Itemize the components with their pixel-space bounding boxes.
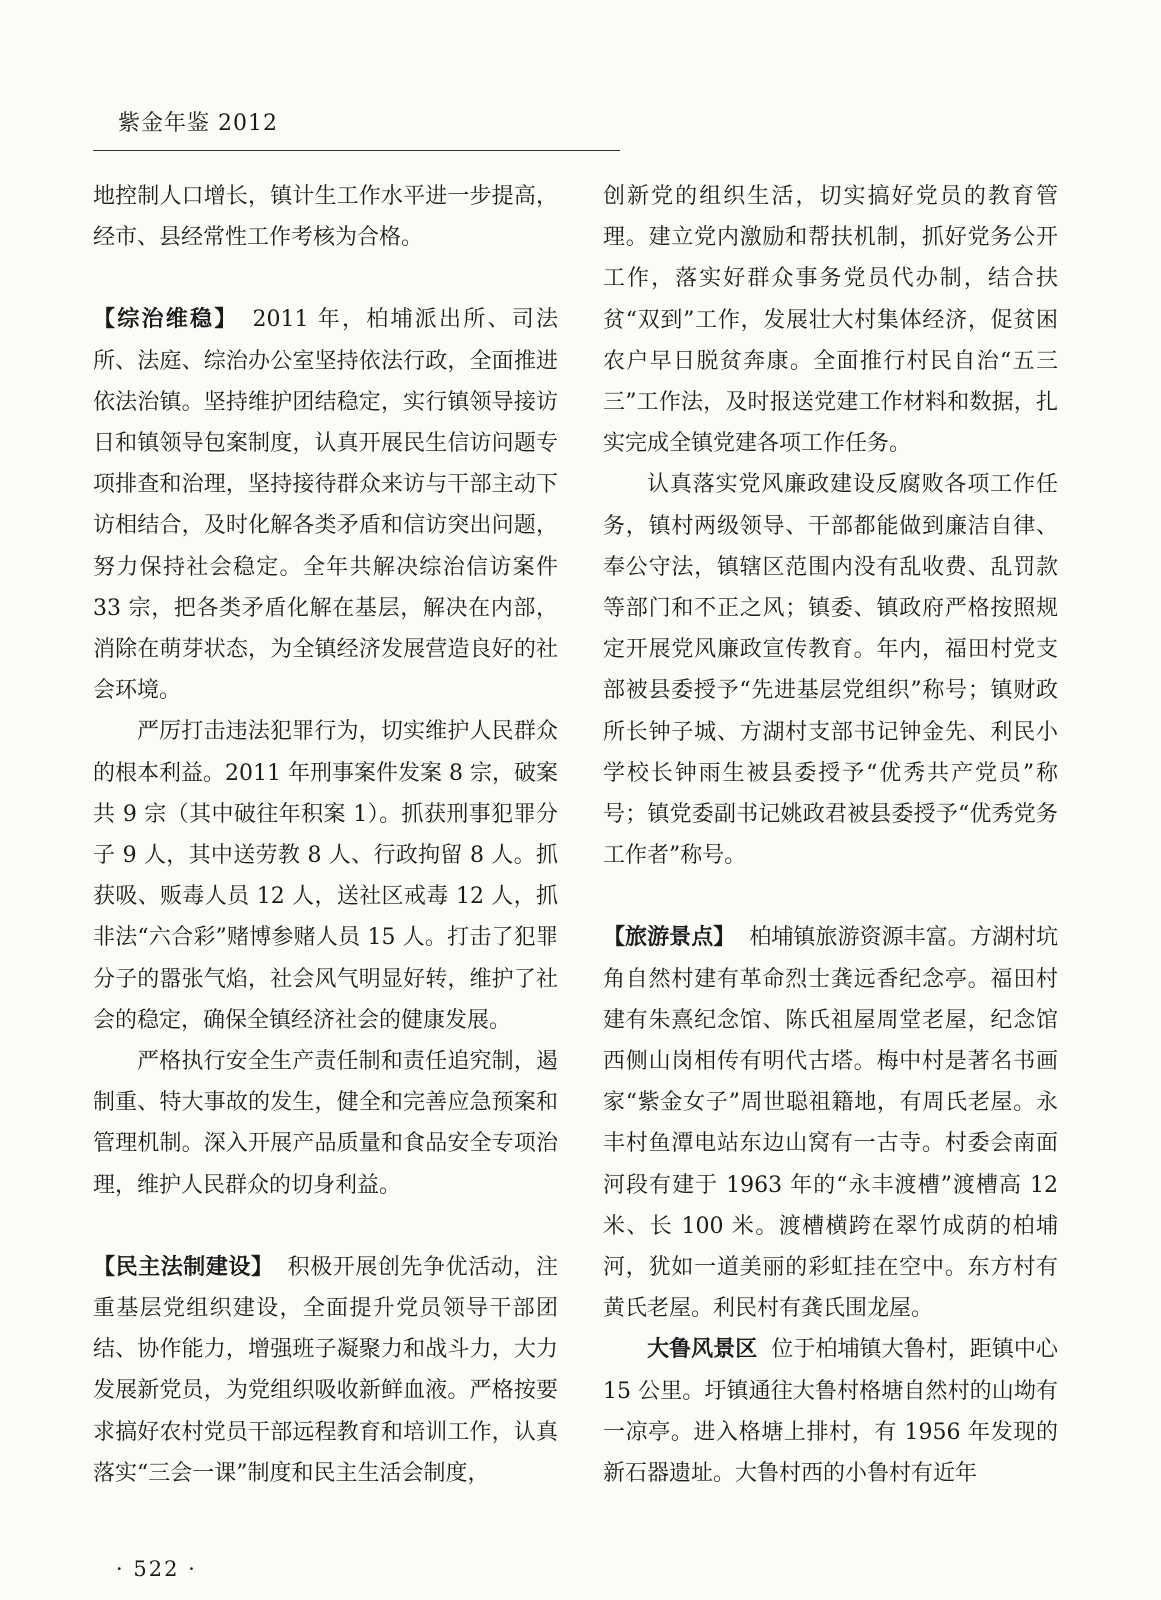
header-rule	[93, 150, 620, 151]
right-column	[603, 176, 1058, 1494]
paragraph: 2011 年，柏埔派出所、司法所、法庭、综治办公室坚持依法行政，全面推进依法治镇。坚持维护团结稳定，实行镇领导接访日和镇领导包案制度，认真开展民生信访问题专项排查和治理，坚持接待群众来访与干部主动下访相结合，及时化解各类矛盾和信访突出问题，努力保持社会稳定。全年共解决综治信访案件 33 宗，把各类矛盾化解在基层，解决在内部，消除在萌芽状态，为全镇经济发展营造良好的社会环境。	[93, 307, 558, 704]
paragraph: 积极开展创先争优活动，注重基层党组织建设，全面提升党员领导干部团结、协作能力，增强班子凝聚力和战斗力，大力发展新党员，为党组织吸收新鲜血液。严格按要求搞好农村党员干部远程教育和培训工作，认真落实“三会一课”制度和民主生活会制度，	[93, 1254, 558, 1486]
paragraph: 位于柏埔镇大鲁村，距镇中心 15 公里。圩镇通往大鲁村格塘自然村的山坳有一凉亭。进入格塘上排村，有 1956 年发现的新石器遗址。大鲁村西的小鲁村有近年	[603, 1337, 1058, 1487]
paragraph: 柏埔镇旅游资源丰富。方湖村坑角自然村建有革命烈士龚远香纪念亭。福田村建有朱熹纪念馆、陈氏祖屋周堂老屋，纪念馆西侧山岗相传有明代古塔。梅中村是著名书画家“紫金女子”周世聪祖籍地，有周氏老屋。永丰村鱼潭电站东边山窝有一古寺。村委会南面河段有建于 1963 年的“永丰渡槽”渡槽高 12 米、长 100 米。渡槽横跨在翠竹成荫的柏埔河，犹如一道美丽的彩虹挂在空中。东方村有黄氏老屋。利民村有龚氏围龙屋。	[603, 925, 1058, 1322]
section-title: 【旅游景点】	[603, 925, 736, 951]
left-column	[93, 176, 558, 1494]
continuation-paragraph: 创新党的组织生活，切实搞好党员的教育管理。建立党内激励和帮扶机制，抓好党务公开工作，落实好群众事务党员代办制，结合扶贫“双到”工作，发展壮大村集体经济，促贫困农户早日脱贫奔康。全面推行村民自治“五三三”工作法，及时报送党建工作材料和数据，扎实完成全镇党建各项工作任务。	[603, 184, 1058, 457]
paragraph: 认真落实党风廉政建设反腐败各项工作任务，镇村两级领导、干部都能做到廉洁自律、奉公守法，镇辖区范围内没有乱收费、乱罚款等部门和不正之风；镇委、镇政府严格按照规定开展党风廉政宣传教育。年内，福田村党支部被县委授予“先进基层党组织”称号；镇财政所长钟子城、方湖村支部书记钟金先、利民小学校长钟雨生被县委授予“优秀共产党员”称号；镇党委副书记姚政君被县委授予“优秀党务工作者”称号。	[603, 472, 1058, 869]
paragraph: 严厉打击违法犯罪行为，切实维护人民群众的根本利益。2011 年刑事案件发案 8 宗，破案共 9 宗（其中破往年积案 1）。抓获刑事犯罪分子 9 人，其中送劳教 8 人、行政拘留 8 人。抓获吸、贩毒人员 12 人，送社区戒毒 12 人，抓非法“六合彩”赌博参赌人员 15 人。打击了犯罪分子的嚣张气焰，社会风气明显好转，维护了社会的稳定，确保全镇经济社会的健康发展。	[93, 719, 558, 1033]
paragraph: 严格执行安全生产责任制和责任追究制，遏制重、特大事故的发生，健全和完善应急预案和管理机制。深入开展产品质量和食品安全专项治理，维护人民群众的切身利益。	[93, 1049, 558, 1198]
scenic-paragraph	[603, 1329, 1058, 1494]
page-number: · 522 ·	[116, 1557, 197, 1581]
running-header: 紫金年鉴 2012	[118, 111, 278, 136]
subsection-title: 大鲁风景区	[647, 1337, 758, 1363]
section-zongzhi	[93, 299, 558, 711]
section-minzhu	[93, 1247, 558, 1494]
continuation-paragraph: 地控制人口增长，镇计生工作水平进一步提高，经市、县经常性工作考核为合格。	[93, 184, 558, 251]
section-title: 【综治维稳】	[93, 307, 239, 333]
section-title: 【民主法制建设】	[93, 1254, 274, 1280]
section-lvyou	[603, 917, 1058, 1329]
